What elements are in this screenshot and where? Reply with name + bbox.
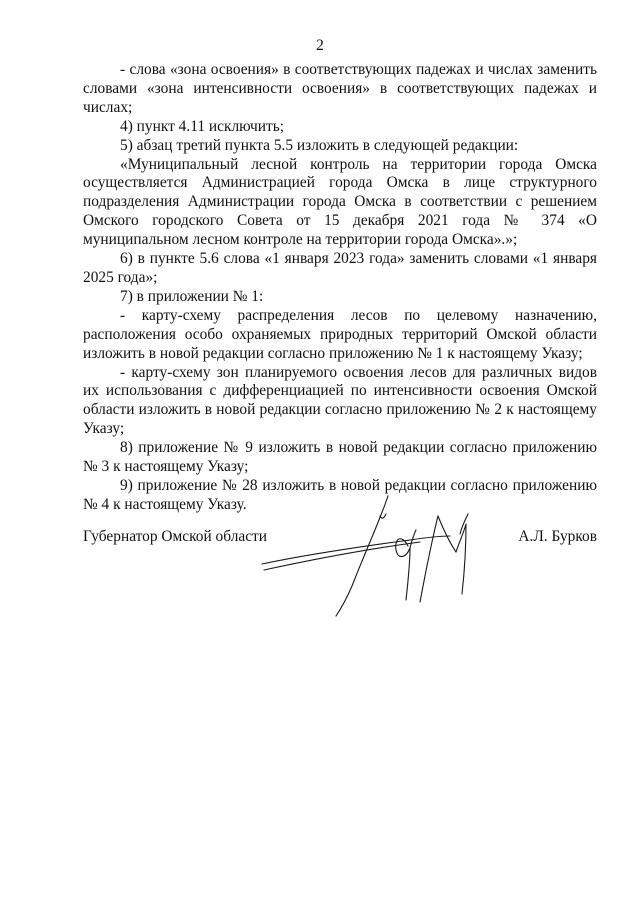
paragraph: 5) абзац третий пункта 5.5 изложить в следующей редакции:	[120, 136, 519, 154]
page-number: 2	[316, 37, 324, 54]
document-body	[83, 61, 597, 515]
paragraph: 8) приложение № 9 изложить в новой редакции согласно приложению № 3 к настоящему Указу;	[83, 439, 597, 476]
paragraph: 9) приложение № 28 изложить в новой редакции согласно приложению № 4 к настоящему Указу.	[83, 476, 597, 513]
paragraph: «Муниципальный лесной контроль на территории города Омска осуществляется Администрацией города Омска в лице структурного подразделения Администрации города Омска в соответствии с решением Омского городского Совета от 15 декабря 2021 года № 374 «О муниципальном лесном контроле на территории города Омска».»;	[83, 155, 597, 249]
handwritten-signature	[260, 490, 500, 620]
paragraph: 7) в приложении № 1:	[120, 287, 264, 305]
paragraph: - карту-схему зон планируемого освоения лесов для различных видов их использования с дифференциацией по интенсивности освоения Омской области изложить в новой редакции согласно приложению № 2 к настоящему Указу;	[83, 363, 597, 438]
paragraph: 6) в пункте 5.6 слова «1 января 2023 года» заменить словами «1 января 2025 года»;	[83, 250, 597, 286]
paragraph: 4) пункт 4.11 исключить;	[120, 117, 285, 135]
paragraph: - слова «зона освоения» в соответствующих падежах и числах заменить словами «зона интенсивности освоения» в соответствующих падежах и числах;	[83, 61, 597, 116]
signatory-title: Губернатор Омской области	[83, 528, 267, 545]
paragraph: - карту-схему распределения лесов по целевому назначению, расположения особо охраняемых природных территорий Омской области изложить в новой редакции согласно приложению № 1 к настоящему Указу;	[83, 306, 597, 362]
signatory-name: А.Л. Бурков	[518, 528, 597, 545]
